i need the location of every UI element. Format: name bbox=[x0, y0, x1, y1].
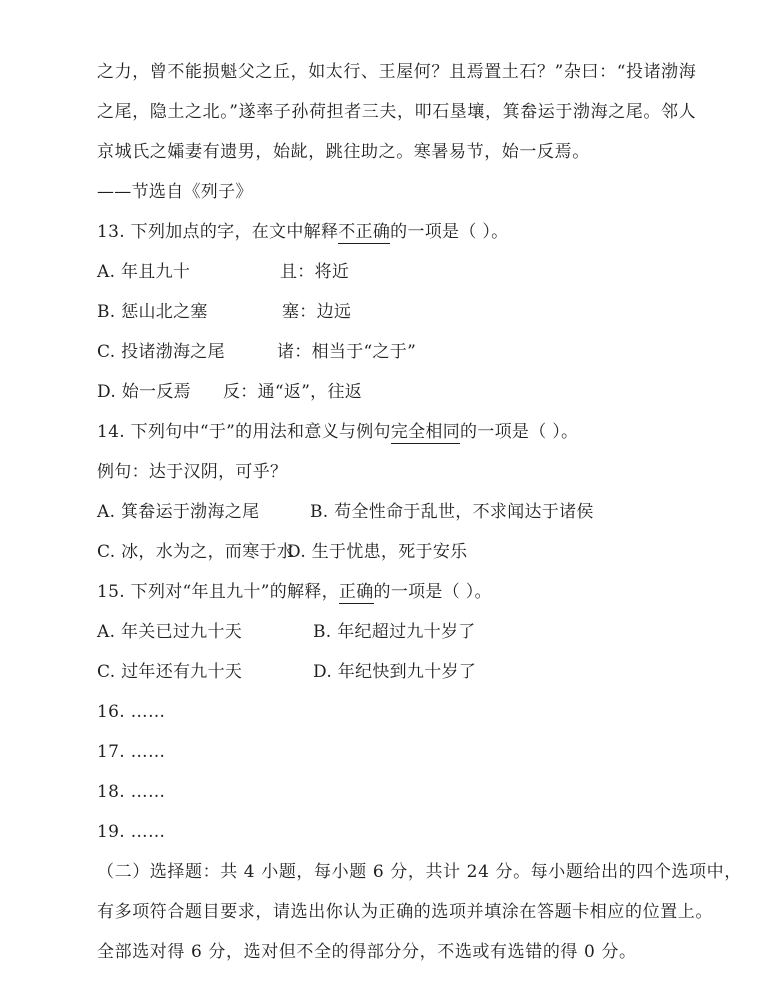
option-left: A. 年关已过九十天 bbox=[97, 622, 243, 642]
option-phrase: D. 始一反焉 bbox=[97, 382, 191, 402]
option-gloss: 诸：相当于“之于” bbox=[277, 342, 417, 362]
question-14-options-cd bbox=[97, 532, 707, 572]
question-15-options-cd bbox=[97, 652, 707, 692]
option-left: A. 箕畚运于渤海之尾 bbox=[97, 502, 260, 522]
option-left: C. 过年还有九十天 bbox=[97, 662, 243, 682]
question-19-placeholder: 19. …… bbox=[97, 822, 166, 842]
question-13-option-a bbox=[97, 252, 707, 292]
option-gloss: 且：将近 bbox=[280, 262, 350, 282]
option-right: B. 苟全性命于乱世，不求闻达于诸侯 bbox=[310, 502, 594, 522]
option-right: B. 年纪超过九十岁了 bbox=[313, 622, 476, 642]
option-gloss: 反：通“返”，往返 bbox=[223, 382, 363, 402]
passage-line: 京城氏之孀妻有遗男，始龀，跳往助之。寒暑易节，始一反焉。 bbox=[97, 142, 590, 162]
question-14-example: 例句：达于汉阴，可乎？ bbox=[97, 462, 288, 482]
question-13-stem-post: 的一项是（ ）。 bbox=[390, 222, 509, 242]
question-15-stem bbox=[97, 572, 707, 612]
question-13-stem-underline: 不正确 bbox=[338, 222, 391, 242]
question-13-option-b bbox=[97, 292, 707, 332]
option-gloss: 塞：边远 bbox=[282, 302, 352, 322]
section2-instructions-line: （二）选择题：共 4 小题，每小题 6 分，共计 24 分。每小题给出的四个选项中， bbox=[97, 862, 742, 882]
question-15-options-ab bbox=[97, 612, 707, 652]
section2-instructions-line: 有多项符合题目要求，请选出你认为正确的选项并填涂在答题卡相应的位置上。 bbox=[97, 902, 713, 922]
question-13-stem-pre: 13. 下列加点的字，在文中解释 bbox=[97, 222, 339, 242]
option-left: C. 冰，水为之，而寒于水 bbox=[97, 542, 295, 562]
question-15-stem-pre: 15. 下列对“年且九十”的解释， bbox=[97, 582, 339, 602]
question-14-stem-underline: 完全相同 bbox=[390, 422, 461, 442]
question-18-placeholder: 18. …… bbox=[97, 782, 166, 802]
passage-line: 之力，曾不能损魁父之丘，如太行、王屋何？且焉置土石？”杂曰：“投诸渤海 bbox=[97, 62, 697, 82]
question-13-option-c bbox=[97, 332, 707, 372]
section2-instructions-line: 全部选对得 6 分，选对但不全的得部分分，不选或有选错的得 0 分。 bbox=[97, 942, 637, 962]
question-13-option-d bbox=[97, 372, 707, 412]
question-15-stem-underline: 正确 bbox=[338, 582, 374, 602]
question-13-stem bbox=[97, 212, 707, 252]
option-right: D. 年纪快到九十岁了 bbox=[313, 662, 477, 682]
option-phrase: C. 投诸渤海之尾 bbox=[97, 342, 225, 362]
question-14-options-ab bbox=[97, 492, 707, 532]
option-right: D. 生于忧患，死于安乐 bbox=[287, 542, 468, 562]
question-14-stem-post: 的一项是（ ）。 bbox=[460, 422, 579, 442]
question-14-stem-pre: 14. 下列句中“于”的用法和意义与例句 bbox=[97, 422, 391, 442]
question-16-placeholder: 16. …… bbox=[97, 702, 166, 722]
passage-line: 之尾，隐土之北。”遂率子孙荷担者三夫，叩石垦壤，箕畚运于渤海之尾。邻人 bbox=[97, 102, 697, 122]
option-phrase: B. 惩山北之塞 bbox=[97, 302, 208, 322]
question-17-placeholder: 17. …… bbox=[97, 742, 166, 762]
question-15-stem-post: 的一项是（ ）。 bbox=[373, 582, 492, 602]
passage-source: ——节选自《列子》 bbox=[97, 182, 253, 202]
question-14-stem bbox=[97, 412, 707, 452]
option-phrase: A. 年且九十 bbox=[97, 262, 191, 282]
